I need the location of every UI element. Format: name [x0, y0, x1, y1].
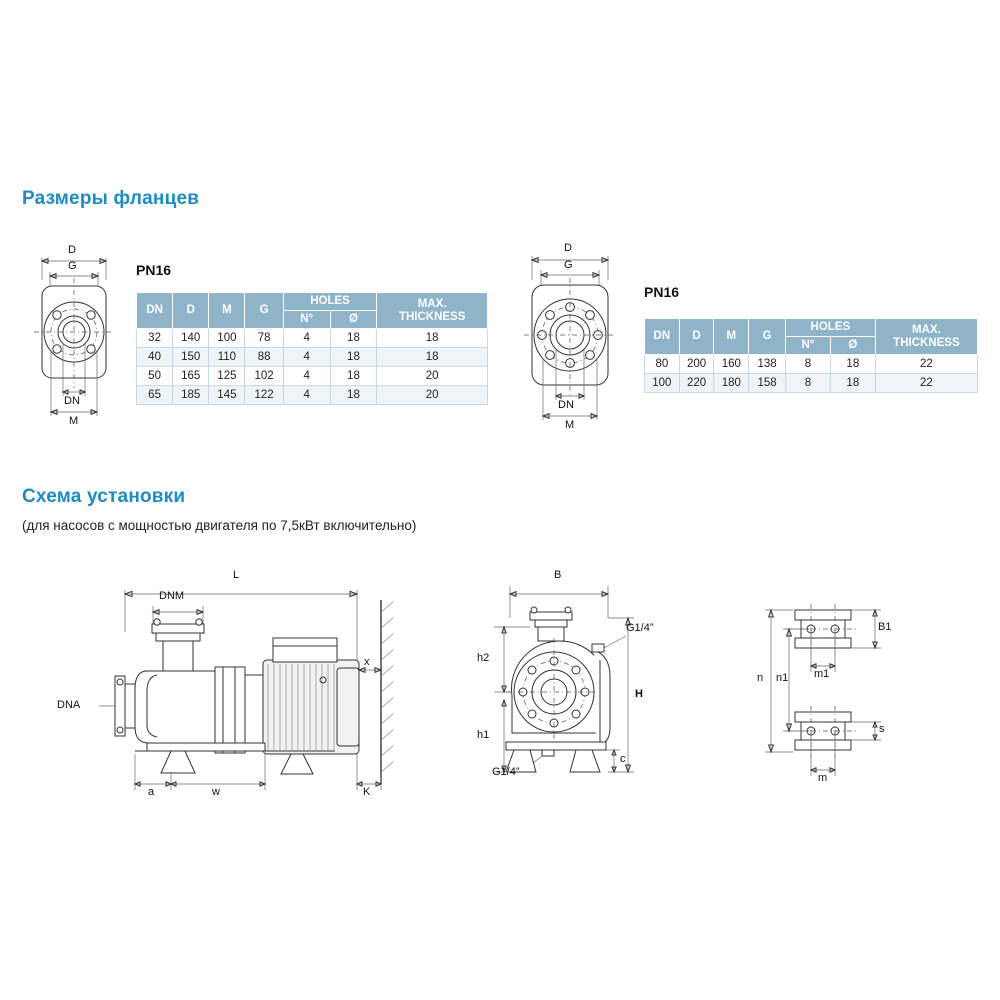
- page-title-installation-scheme: Схема установки: [22, 486, 186, 507]
- page-title-flange-dimensions: Размеры фланцев: [22, 188, 200, 209]
- table-header-row: [137, 293, 488, 311]
- header-d: D: [173, 293, 209, 329]
- header-m: M: [714, 319, 749, 355]
- cell-holes-dia: 18: [330, 386, 377, 405]
- cell-max-thickness: 20: [377, 386, 488, 405]
- cell-holes-dia: 18: [330, 367, 377, 386]
- cell-g: 138: [749, 355, 786, 374]
- header-holes-n: N°: [785, 337, 830, 355]
- table-row: [137, 348, 488, 367]
- cell-g: 102: [245, 367, 283, 386]
- base-label-m1: m1: [814, 668, 830, 680]
- cell-max-thickness: 22: [875, 355, 977, 374]
- table-row: [137, 367, 488, 386]
- side-label-dna: DNA: [57, 699, 81, 711]
- flange-right-label-m: M: [565, 419, 575, 431]
- flange-right-label-dn: DN: [558, 399, 574, 411]
- installation-scheme-subtitle: (для насосов с мощностью двигателя по 7,5кВт включительно): [22, 518, 417, 533]
- header-m: M: [209, 293, 245, 329]
- cell-holes-dia: 18: [830, 374, 875, 393]
- front-label-h1: h1: [477, 729, 490, 741]
- cell-holes-n: 4: [283, 348, 330, 367]
- header-g: G: [245, 293, 283, 329]
- cell-holes-dia: 18: [330, 329, 377, 348]
- front-label-h: H: [635, 688, 643, 700]
- side-label-l: L: [233, 569, 240, 581]
- header-d: D: [679, 319, 714, 355]
- cell-d: 140: [173, 329, 209, 348]
- cell-m: 180: [714, 374, 749, 393]
- cell-max-thickness: 22: [875, 374, 977, 393]
- base-label-n: n: [757, 672, 764, 684]
- front-label-c: c: [620, 753, 626, 765]
- cell-g: 122: [245, 386, 283, 405]
- side-label-dnm: DNM: [159, 590, 185, 602]
- cell-m: 110: [209, 348, 245, 367]
- pump-drawing-baseplate-plan: [755, 580, 940, 795]
- cell-d: 220: [679, 374, 714, 393]
- cell-d: 185: [173, 386, 209, 405]
- cell-max-thickness: 18: [377, 329, 488, 348]
- cell-dn: 40: [137, 348, 173, 367]
- header-max-thickness-line2: THICKNESS: [893, 336, 960, 349]
- header-holes-dia: Ø: [330, 311, 377, 329]
- header-max-thickness: [377, 293, 488, 329]
- front-label-b: B: [554, 569, 562, 581]
- pump-drawing-side-view: [57, 569, 405, 802]
- side-label-a: a: [148, 786, 155, 798]
- cell-max-thickness: 20: [377, 367, 488, 386]
- header-max-thickness: [875, 319, 977, 355]
- cell-m: 125: [209, 367, 245, 386]
- header-holes: HOLES: [283, 293, 377, 311]
- base-label-s: s: [879, 723, 885, 735]
- front-label-g14-top: G1/4”: [626, 622, 654, 634]
- cell-g: 88: [245, 348, 283, 367]
- cell-holes-n: 8: [785, 355, 830, 374]
- header-max-thickness-line1: MAX.: [417, 297, 447, 310]
- flange-left-label-d: D: [68, 244, 76, 256]
- cell-m: 145: [209, 386, 245, 405]
- front-label-h2: h2: [477, 652, 490, 664]
- table-row: [137, 329, 488, 348]
- base-label-m: m: [818, 772, 828, 784]
- cell-holes-dia: 18: [830, 355, 875, 374]
- flange-left-label-dn: DN: [64, 395, 80, 407]
- flange-table-left: [136, 292, 488, 405]
- header-max-thickness-line1: MAX.: [912, 323, 941, 336]
- cell-dn: 100: [645, 374, 680, 393]
- header-holes: HOLES: [785, 319, 875, 337]
- cell-holes-n: 4: [283, 386, 330, 405]
- pn-label-left: PN16: [136, 262, 172, 278]
- cell-holes-n: 4: [283, 329, 330, 348]
- cell-d: 165: [173, 367, 209, 386]
- cell-holes-n: 8: [785, 374, 830, 393]
- header-max-thickness-line2: THICKNESS: [398, 310, 466, 323]
- flange-right-label-d: D: [564, 242, 572, 254]
- flange-right-label-g: G: [564, 259, 573, 271]
- cell-m: 100: [209, 329, 245, 348]
- header-holes-n: N°: [283, 311, 330, 329]
- cell-m: 160: [714, 355, 749, 374]
- table-row: [645, 355, 978, 374]
- pn-label-right: PN16: [644, 284, 680, 300]
- cell-d: 150: [173, 348, 209, 367]
- table-header-row: [645, 319, 978, 337]
- flange-drawing-right: [510, 240, 630, 445]
- side-label-w: w: [212, 786, 220, 798]
- table-row: [645, 374, 978, 393]
- side-label-x: x: [364, 656, 370, 668]
- flange-left-label-m: M: [69, 415, 79, 427]
- header-g: G: [749, 319, 786, 355]
- table-row: [137, 386, 488, 405]
- header-dn: DN: [137, 293, 173, 329]
- pump-drawing-front-view: [477, 569, 680, 802]
- cell-dn: 80: [645, 355, 680, 374]
- header-dn: DN: [645, 319, 680, 355]
- side-label-k: K: [363, 786, 371, 798]
- cell-holes-dia: 18: [330, 348, 377, 367]
- flange-table-right: [644, 318, 978, 393]
- cell-dn: 50: [137, 367, 173, 386]
- cell-d: 200: [679, 355, 714, 374]
- base-label-b1: B1: [878, 621, 892, 633]
- cell-g: 78: [245, 329, 283, 348]
- flange-left-label-g: G: [68, 260, 77, 272]
- base-label-n1: n1: [776, 672, 789, 684]
- flange-drawing-left: [18, 244, 128, 443]
- cell-g: 158: [749, 374, 786, 393]
- cell-max-thickness: 18: [377, 348, 488, 367]
- cell-dn: 65: [137, 386, 173, 405]
- cell-dn: 32: [137, 329, 173, 348]
- header-holes-dia: Ø: [830, 337, 875, 355]
- cell-holes-n: 4: [283, 367, 330, 386]
- front-label-g14-bottom: G1/4”: [492, 766, 520, 778]
